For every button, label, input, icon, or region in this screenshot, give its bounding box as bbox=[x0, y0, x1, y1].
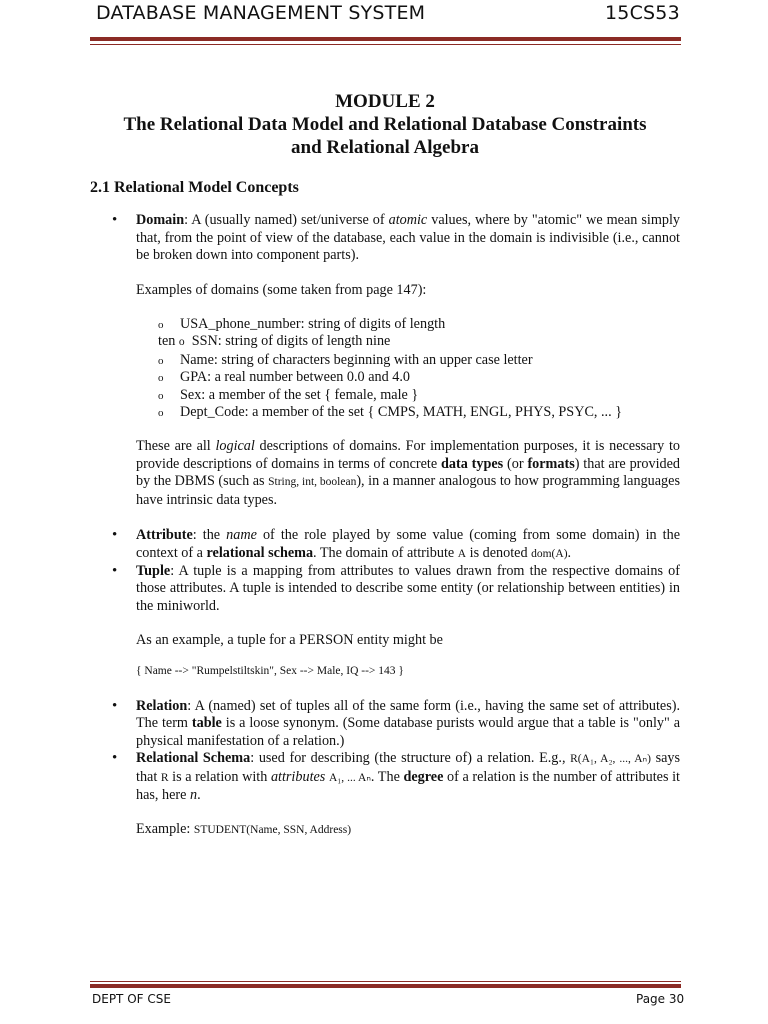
code-text: dom(A) bbox=[531, 547, 568, 560]
list-item bbox=[90, 404, 680, 421]
emphasis: attributes bbox=[270, 768, 326, 785]
tuple-example-intro: As an example, a tuple for a PERSON entity might be bbox=[136, 632, 443, 649]
term-relation: Relation bbox=[136, 697, 188, 714]
list-item-attribute bbox=[90, 527, 680, 563]
module-title bbox=[90, 90, 680, 159]
text: is a loose synonym. (Some database purists would argue that a table is "only" a physical manifestation of a relation.) bbox=[136, 715, 680, 749]
text: (or bbox=[503, 455, 528, 472]
text: : A (usually named) set/universe of bbox=[184, 212, 389, 229]
text: Dept_Code: a member of the set { CMPS, MATH, ENGL, PHYS, PSYC, ... } bbox=[180, 404, 623, 421]
bullet-icon: • bbox=[112, 750, 118, 767]
footer-rule-thin bbox=[90, 981, 681, 982]
text: ten bbox=[158, 333, 176, 350]
module-number: MODULE 2 bbox=[335, 91, 435, 112]
header-rule-thin bbox=[90, 44, 681, 45]
text: : used for describing (the structure of) a relation. E.g., bbox=[250, 750, 571, 767]
circle-bullet-icon: o bbox=[158, 354, 164, 367]
term-domain: Domain bbox=[136, 212, 185, 229]
text: ) that are provided by the DBMS (such as bbox=[136, 455, 681, 490]
text: . The bbox=[370, 768, 404, 785]
text: : A tuple is a mapping from attributes to values drawn from the respective domains of those attributes. A tuple is intended to describe some entity (or relationship between entities) in the miniworld. bbox=[136, 562, 680, 614]
module-title-line: and Relational Algebra bbox=[291, 137, 479, 158]
emphasis: name bbox=[226, 527, 257, 544]
emphasis: logical bbox=[215, 438, 255, 455]
header-course-code: 15CS53 bbox=[605, 2, 680, 24]
text: . bbox=[197, 786, 201, 803]
text: These are all bbox=[136, 438, 216, 455]
circle-bullet-icon: o bbox=[178, 336, 185, 349]
text: GPA: a real number between 0.0 and 4.0 bbox=[180, 369, 410, 386]
emphasis: atomic bbox=[388, 212, 428, 229]
list-item bbox=[90, 369, 680, 386]
examples-intro: Examples of domains (some taken from page 147): bbox=[136, 281, 427, 298]
list-item bbox=[90, 352, 680, 369]
code-text: A₁, ... Aₙ bbox=[328, 771, 371, 784]
list-item bbox=[90, 387, 680, 404]
bullet-icon: • bbox=[112, 212, 118, 229]
bullet-icon: • bbox=[112, 562, 118, 579]
list-item-relational-schema bbox=[90, 750, 680, 804]
text: : the bbox=[192, 527, 227, 544]
code-text: R bbox=[160, 771, 169, 784]
term-attribute: Attribute bbox=[136, 527, 193, 544]
text: ), in a manner analogous to how programming languages have intrinsic data types. bbox=[136, 473, 680, 508]
text: . The domain of attribute bbox=[313, 544, 458, 561]
domain-types-paragraph bbox=[90, 438, 680, 509]
term: data types bbox=[441, 455, 504, 472]
list-item-relation bbox=[90, 698, 680, 750]
emphasis: n bbox=[189, 786, 198, 803]
domain-examples-list bbox=[90, 316, 680, 421]
list-item-domain bbox=[90, 212, 680, 264]
tuple-example: { Name --> "Rumpelstiltskin", Sex --> Male, IQ --> 143 } bbox=[136, 664, 404, 677]
page-number: Page 30 bbox=[636, 992, 685, 1006]
text: : A (named) set of tuples all of the same form (i.e., having the same set of attributes). The term bbox=[136, 697, 680, 732]
text: is a relation with bbox=[168, 768, 271, 785]
term: degree bbox=[403, 768, 444, 785]
footer-rule bbox=[90, 984, 681, 988]
circle-bullet-icon: o bbox=[158, 407, 164, 420]
list-item bbox=[90, 333, 680, 351]
list-item-tuple bbox=[90, 563, 680, 615]
text: descriptions of domains. For implementation purposes, it is necessary to provide descriptions of domains in terms of concrete bbox=[136, 438, 680, 472]
code-text: STUDENT(Name, SSN, Address) bbox=[193, 824, 352, 837]
header-rule bbox=[90, 37, 681, 41]
footer-department: DEPT OF CSE bbox=[92, 992, 171, 1006]
text: Example: bbox=[136, 821, 194, 838]
text: USA_phone_number: string of digits of length bbox=[180, 316, 446, 333]
code-text: String, int, boolean bbox=[268, 476, 357, 489]
text: Name: string of characters beginning with an upper case letter bbox=[180, 351, 533, 368]
text: values, where by "atomic" we mean simply that, from the point of view of the database, each value in the domain is indivisible (i.e., cannot be broken down into component parts). bbox=[136, 212, 680, 264]
text: . bbox=[567, 544, 572, 561]
text: of the role played by some value (coming from some domain) in the context of a bbox=[136, 527, 681, 561]
code-text: A bbox=[457, 547, 467, 560]
term: relational schema bbox=[206, 544, 314, 561]
term-tuple: Tuple bbox=[136, 562, 171, 579]
text: of a relation is the number of attributes it has, here bbox=[136, 768, 680, 803]
text: is denoted bbox=[466, 544, 532, 561]
term-relational-schema: Relational Schema bbox=[136, 750, 251, 767]
bullet-icon: • bbox=[112, 527, 118, 544]
module-title-line: The Relational Data Model and Relational Database Constraints bbox=[123, 114, 647, 135]
circle-bullet-icon: o bbox=[158, 389, 164, 402]
page-content bbox=[90, 90, 680, 840]
text: says that bbox=[136, 750, 681, 785]
text: SSN: string of digits of length nine bbox=[191, 333, 391, 350]
schema-example bbox=[90, 821, 680, 839]
text: Sex: a member of the set { female, male } bbox=[180, 386, 419, 403]
term: formats bbox=[527, 455, 575, 472]
bullet-icon: • bbox=[112, 697, 118, 714]
code-text: R(A₁, A₂, ..., Aₙ) bbox=[570, 753, 651, 766]
term: table bbox=[191, 715, 222, 732]
list-item bbox=[90, 316, 680, 333]
header-title: DATABASE MANAGEMENT SYSTEM bbox=[96, 2, 426, 24]
circle-bullet-icon: o bbox=[158, 372, 164, 385]
section-heading: 2.1 Relational Model Concepts bbox=[90, 179, 299, 196]
circle-bullet-icon: o bbox=[158, 319, 164, 332]
